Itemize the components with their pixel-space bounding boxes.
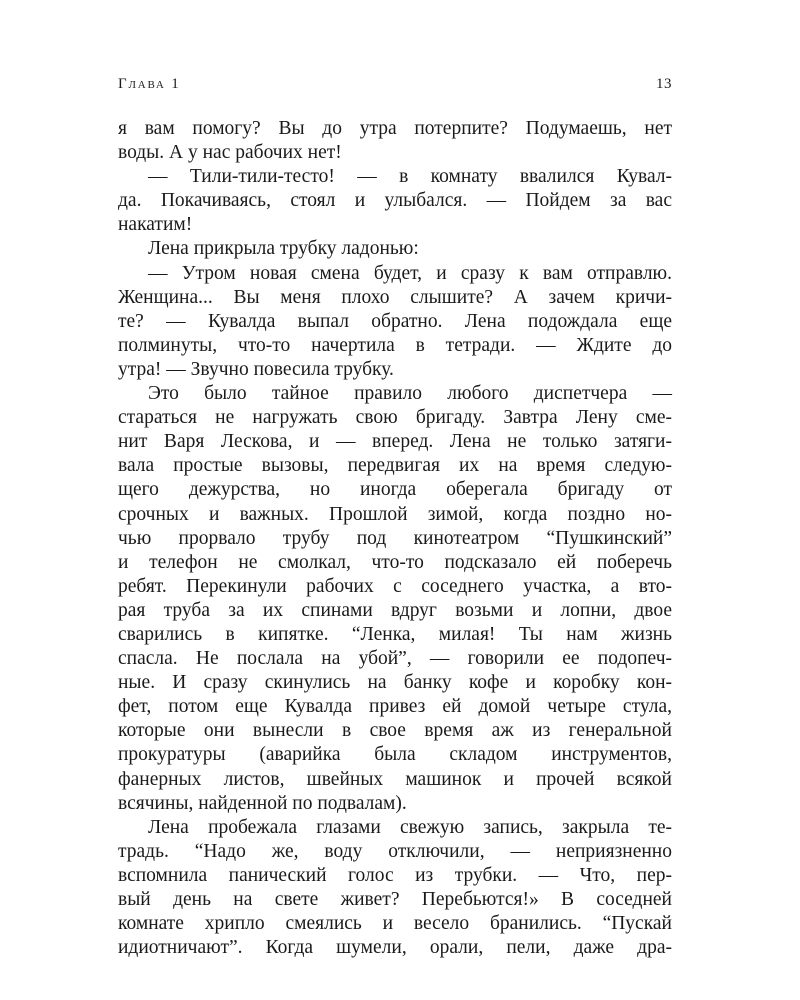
running-header (118, 76, 672, 98)
text-line: прокуратуры (аварийка была складом инструментов, (118, 744, 672, 766)
text-line: те? — Кувалда выпал обратно. Лена подождала еще (118, 310, 672, 332)
text-line: ребят. Перекинули рабочих с соседнего участка, а вто- (118, 575, 672, 597)
text-line: щего дежурства, но иногда оберегала бригаду от (118, 479, 672, 501)
text-line: накатим! (118, 214, 193, 236)
text-line: Женщина... Вы меня плохо слышите? А зачем кричи- (118, 286, 672, 308)
text-line: рая труба за их спинами вдруг возьми и лопни, двое (118, 599, 672, 621)
text-line: вспомнила панический голос из трубки. — Что, пер- (118, 864, 672, 886)
text-line: спасла. Не послала на убой”, — говорили ее подопеч- (118, 648, 672, 670)
text-line: которые они вынесли в свое время аж из генеральной (118, 720, 672, 742)
text-line: Лена пробежала глазами свежую запись, закрыла те- (148, 816, 672, 838)
text-line: фет, потом еще Кувалда привез ей домой четыре стула, (118, 696, 672, 718)
text-line: — Тили-тили-тесто! — в комнату ввалился Кувал- (148, 166, 672, 188)
text-line: — Утром новая смена будет, и сразу к вам отправлю. (148, 262, 672, 284)
text-line: идиотничают”. Когда шумели, орали, пели, даже дра- (118, 937, 672, 959)
text-line: комнате хрипло смеялись и весело бранились. “Пускай (118, 913, 672, 935)
text-line: срочных и важных. Прошлой зимой, когда поздно но- (118, 503, 672, 525)
text-line: Лена прикрыла трубку ладонью: (148, 238, 419, 260)
page-number: 13 (656, 76, 672, 92)
text-line: да. Покачиваясь, стоял и улыбался. — Пойдем за вас (118, 190, 672, 212)
text-line: нит Варя Лескова, и — вперед. Лена не только затяги- (118, 431, 672, 453)
chapter-title: Глава 1 (118, 76, 181, 92)
text-line: традь. “Надо же, воду отключили, — неприязненно (118, 840, 672, 862)
text-line: Это было тайное правило любого диспетчера — (148, 383, 672, 405)
text-line: ные. И сразу скинулись на банку кофе и коробку кон- (118, 672, 672, 694)
text-line: вый день на свете живет? Перебьются!» В соседней (118, 889, 672, 910)
text-line: чью прорвало трубу под кинотеатром “Пушкинский” (118, 527, 672, 549)
body-text (118, 117, 672, 960)
text-line: фанерных листов, швейных машинок и прочей всякой (118, 768, 672, 790)
text-line: воды. А у нас рабочих нет! (118, 142, 342, 164)
text-line: полминуты, что-то начертила в тетради. — Ждите до (118, 334, 672, 356)
text-line: утра! — Звучно повесила трубку. (118, 358, 394, 380)
text-line: вала простые вызовы, передвигая их на время следую- (118, 455, 672, 477)
text-line: я вам помогу? Вы до утра потерпите? Подумаешь, нет (118, 118, 672, 139)
text-line: стараться не нагружать свою бригаду. Завтра Лену сме- (118, 407, 672, 429)
text-line: и телефон не смолкал, что-то подсказало ей поберечь (118, 551, 672, 573)
text-line: сварились в кипятке. “Ленка, милая! Ты нам жизнь (118, 623, 672, 645)
text-line: всячины, найденной по подвалам). (118, 792, 407, 814)
